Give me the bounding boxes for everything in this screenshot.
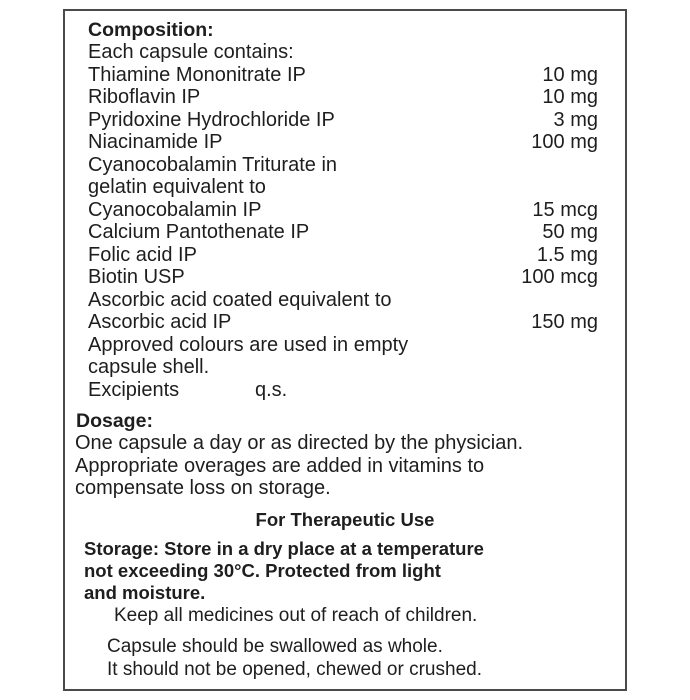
dosage-line: compensate loss on storage. [75,477,331,499]
colours-note-line: capsule shell. [88,356,210,378]
ingredient-amount: 10 mg [542,86,598,108]
swallow-warning-line: It should not be opened, chewed or crushed. [107,659,482,680]
ingredient-amount: 10 mg [542,64,598,86]
ingredient-row [88,131,598,153]
ingredient-amount: 3 mg [553,109,598,131]
ingredient-name: Biotin USP [88,266,185,288]
excipients-label: Excipients [88,379,180,401]
ingredient-name: Pyridoxine Hydrochloride IP [88,109,335,131]
ingredient-row [88,109,598,131]
ingredient-amount: 50 mg [542,221,598,243]
ingredient-amount: 15 mcg [532,199,598,221]
ingredient-row [88,244,598,266]
storage-line: Storage: Store in a dry place at a temperature [84,538,484,559]
dosage-line: One capsule a day or as directed by the physician. [75,432,524,454]
dosage-heading: Dosage: [76,410,153,432]
ingredient-row [88,311,598,333]
ingredient-row [88,221,598,243]
ingredient-name: Cyanocobalamin IP [88,199,262,221]
excipients-amount: q.s. [255,379,288,401]
ingredient-amount: 1.5 mg [536,244,598,266]
ingredient-name: Calcium Pantothenate IP [88,221,310,243]
storage-line: not exceeding 30°C. Protected from light [84,560,441,581]
ingredient-row [88,86,598,108]
ingredient-row [88,64,598,86]
ingredient-name: gelatin equivalent to [88,176,266,198]
ingredient-name: Folic acid IP [88,244,197,266]
ingredient-row [88,199,598,221]
ingredient-name: Riboflavin IP [88,86,201,108]
composition-intro: Each capsule contains: [88,41,294,63]
storage-line: and moisture. [84,582,206,603]
ingredient-row [88,266,598,288]
therapeutic-use-label: For Therapeutic Use [255,509,435,530]
ingredient-name: Thiamine Mononitrate IP [88,64,306,86]
children-warning: Keep all medicines out of reach of children. [114,605,478,626]
dosage-line: Appropriate overages are added in vitamins to [75,455,485,477]
ingredient-row [88,289,598,311]
ingredient-name: Ascorbic acid coated equivalent to [88,289,392,311]
swallow-warning-line: Capsule should be swallowed as whole. [107,636,443,657]
ingredient-name: Niacinamide IP [88,131,223,153]
composition-heading: Composition: [88,19,214,41]
ingredient-row [88,154,598,176]
ingredient-amount: 100 mcg [521,266,598,288]
colours-note-line: Approved colours are used in empty [88,334,409,356]
ingredient-row [88,176,598,198]
ingredient-amount: 150 mg [531,311,598,333]
ingredient-name: Ascorbic acid IP [88,311,232,333]
ingredient-name: Cyanocobalamin Triturate in [88,154,338,176]
ingredient-amount: 100 mg [531,131,598,153]
